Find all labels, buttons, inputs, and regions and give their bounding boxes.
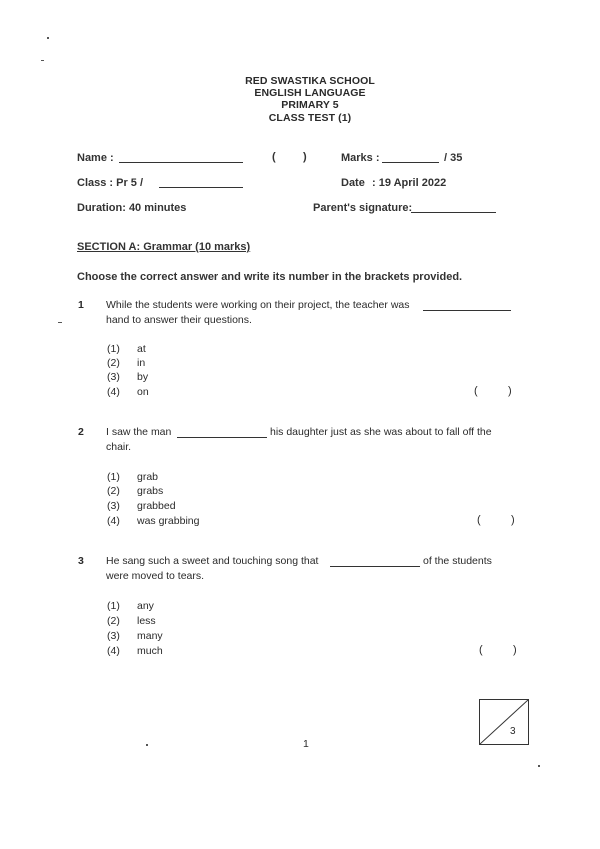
option-number: (2) [107, 357, 120, 369]
option-number: (3) [107, 500, 120, 512]
option-text: grab [137, 471, 159, 483]
answer-field[interactable] [483, 515, 509, 527]
register-bracket-close: ) [303, 151, 307, 163]
question-text-line-1-end: of the students [423, 555, 492, 567]
question-text-line-2: chair. [106, 441, 132, 453]
score-box-diagonal [480, 700, 528, 744]
name-field[interactable] [119, 152, 243, 163]
parent-signature-label: Parent's signature: [313, 202, 413, 214]
option-number: (2) [107, 615, 120, 627]
scan-speck [538, 765, 540, 767]
question-text-line-1-end: his daughter just as she was about to fall off the [270, 426, 492, 438]
answer-bracket-close: ) [511, 514, 515, 526]
name-label: Name : [77, 152, 114, 164]
date-value: : 19 April 2022 [372, 177, 447, 189]
score-box-value: 3 [510, 726, 516, 737]
option-number: (4) [107, 386, 120, 398]
answer-bracket-open: ( [477, 514, 481, 526]
scan-speck [41, 60, 44, 61]
question-number: 1 [78, 299, 84, 311]
parent-signature-field[interactable] [411, 202, 496, 213]
question-number: 3 [78, 555, 84, 567]
page-number: 1 [303, 738, 309, 750]
question-text-line-2: hand to answer their questions. [106, 314, 252, 326]
option-text: any [137, 600, 154, 612]
answer-field[interactable] [480, 386, 506, 398]
marks-total: / 35 [444, 152, 463, 164]
scan-speck [58, 322, 62, 323]
option-text: grabs [137, 485, 164, 497]
answer-bracket-open: ( [479, 644, 483, 656]
question-text-line-1-start: He sang such a sweet and touching song that [106, 555, 319, 567]
class-label: Class : Pr 5 / [77, 177, 144, 189]
option-text: grabbed [137, 500, 176, 512]
option-text: much [137, 645, 163, 657]
option-number: (4) [107, 645, 120, 657]
answer-bracket-close: ) [508, 385, 512, 397]
answer-blank [423, 300, 511, 311]
answer-blank [330, 556, 420, 567]
option-text: at [137, 343, 146, 355]
marks-label: Marks : [341, 152, 380, 164]
answer-bracket-close: ) [513, 644, 517, 656]
option-text: in [137, 357, 146, 369]
class-field[interactable] [159, 177, 243, 188]
option-text: by [137, 371, 149, 383]
level-title: PRIMARY 5 [281, 99, 339, 111]
question-number: 2 [78, 426, 84, 438]
option-number: (1) [107, 471, 120, 483]
option-text: was grabbing [137, 515, 200, 527]
option-number: (4) [107, 515, 120, 527]
date-label: Date [341, 177, 365, 189]
score-box [479, 699, 529, 745]
register-number-field[interactable] [278, 152, 302, 164]
option-number: (3) [107, 630, 120, 642]
section-instruction: Choose the correct answer and write its number in the brackets provided. [77, 271, 463, 283]
marks-field[interactable] [382, 152, 439, 163]
school-name: RED SWASTIKA SCHOOL [245, 75, 375, 87]
option-number: (1) [107, 343, 120, 355]
register-bracket-open: ( [272, 151, 276, 163]
option-number: (1) [107, 600, 120, 612]
option-number: (2) [107, 485, 120, 497]
scan-speck [47, 37, 49, 39]
answer-bracket-open: ( [474, 385, 478, 397]
duration-text: Duration: 40 minutes [77, 202, 187, 214]
option-text: many [137, 630, 163, 642]
test-title: CLASS TEST (1) [268, 112, 352, 124]
question-text-line-1: While the students were working on their project, the teacher was [106, 299, 410, 311]
scan-speck [146, 744, 148, 746]
subject-title: ENGLISH LANGUAGE [254, 87, 366, 99]
section-title: SECTION A: Grammar (10 marks) [77, 241, 251, 253]
option-text: less [137, 615, 156, 627]
option-number: (3) [107, 371, 120, 383]
question-text-line-2: were moved to tears. [106, 570, 205, 582]
answer-blank [177, 427, 267, 438]
question-text-line-1-start: I saw the man [106, 426, 172, 438]
answer-field[interactable] [485, 645, 511, 657]
option-text: on [137, 386, 149, 398]
